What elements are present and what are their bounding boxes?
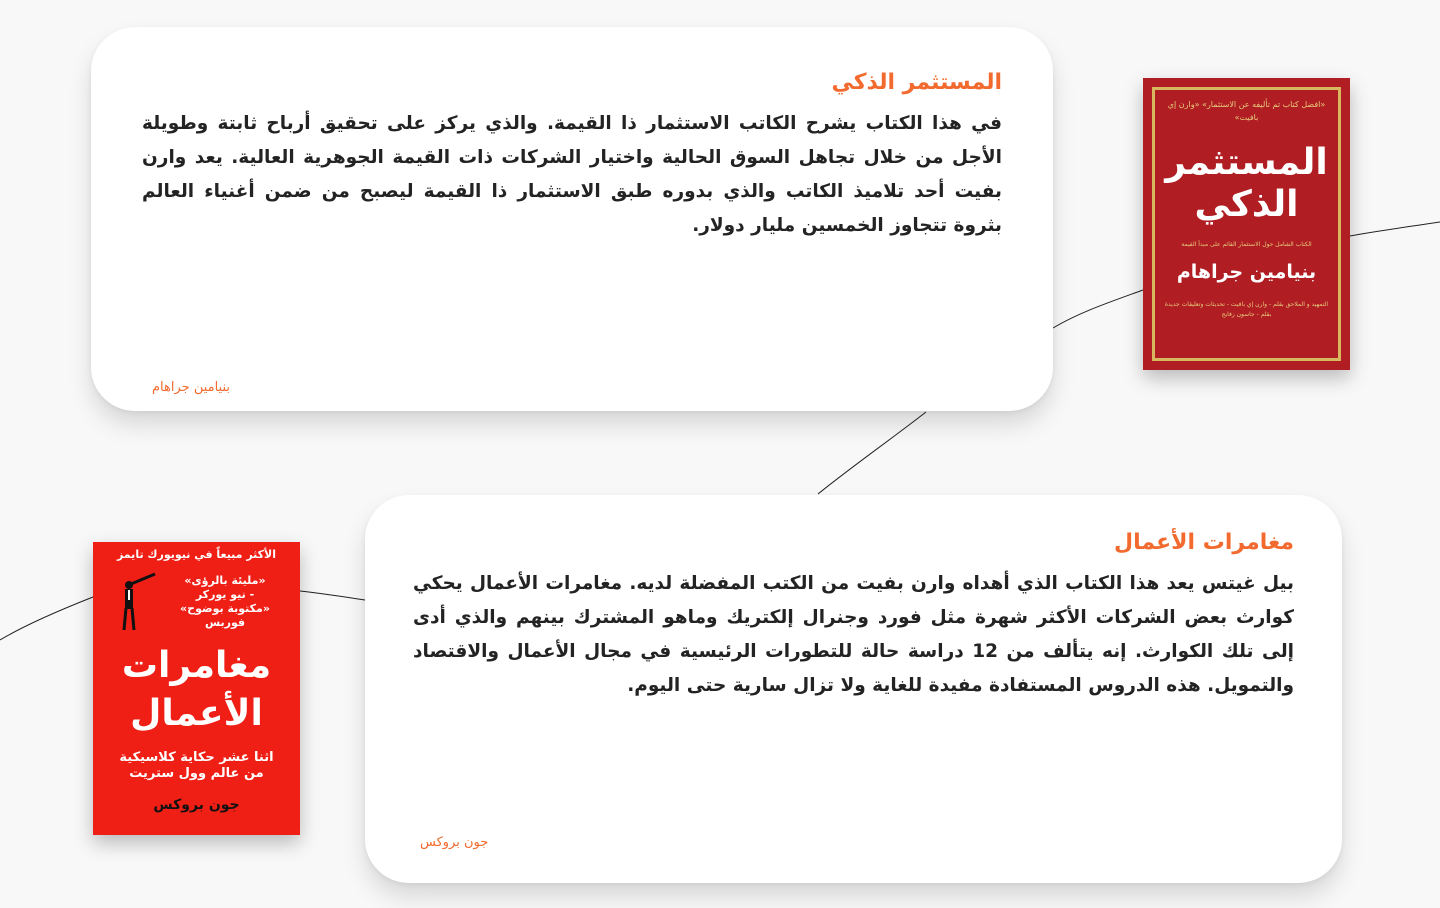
book-description: في هذا الكتاب يشرح الكاتب الاستثمار ذا القيمة. والذي يركز على تحقيق أرباح ثابتة وطويلة الأجل من خلال تجاهل السوق الحالية واختيار الشركات ذات القيمة الجوهرية العالية. يعد وارن بفيت أحد تلاميذ الكاتب والذي بدوره طبق الاستثمار ذا القيمة ليصبح من ضمن أغنياء العالم بثروة تتجاوز الخمسين مليار دولار. [142,113,1002,236]
businessman-telescope-icon [115,570,165,640]
cover-author: بنيامين جراهام [1176,261,1317,283]
book-title: المستثمر الذكي [831,70,1002,95]
cover-title: المستثمر الذكي [1165,142,1328,225]
cover-bestseller-label: الأكثر مبيعاً في نيويورك تايمز [116,548,277,561]
book-description: بيل غيتس يعد هذا الكتاب الذي أهداه وارن بفيت من الكتب المفضلة لديه. مغامرات الأعمال يحكي كوارث بعض الشركات الأكثر شهرة مثل فورد وجنرال إلكتريك وماهو المشترك بينهم والذي أدى إلى تلك الكوارث. إنه يتألف من 12 دراسة حالة للتطورات الرئيسية في مجال الأعمال والاقتصاد والتمويل. هذه الدروس المستفادة مفيدة للغاية ولا تزال سارية حتى اليوم. [413,573,1294,696]
cover-subtitle: الكتاب الشامل حول الاستثمار القائم على مبدأ القيمة [1181,241,1312,248]
cover-author: جون بروكس [153,797,240,813]
cover-credits: التمهيد و الملاحق بقلم - وارن إي بافيت - تحديثات وتعليقات جديدة بقلم - جاسون زفايج [1164,301,1329,318]
book-card-business-adventures [365,495,1342,883]
book-author: جون بروكس [420,835,489,850]
cover-quote: «افضل كتاب تم تأليفه عن الاستثمار» «وارن إي بافيت» [1167,100,1326,122]
book-card-intelligent-investor [91,27,1053,411]
book-author: بنيامين جراهام [152,380,231,395]
book-title: مغامرات الأعمال [1114,530,1294,555]
book-cover-business-adventures[interactable] [93,542,300,835]
book-cover-intelligent-investor[interactable] [1143,78,1350,370]
cover-title: مغامرات الأعمال [121,645,272,734]
cover-subtitle: اثنا عشر حكاية كلاسيكية من عالم وول ستريت [119,750,274,781]
cover-review-quotes: «مليئة بالرؤى» - نيو يوركر «مكتوبة بوضوح» فوربس [180,574,270,629]
